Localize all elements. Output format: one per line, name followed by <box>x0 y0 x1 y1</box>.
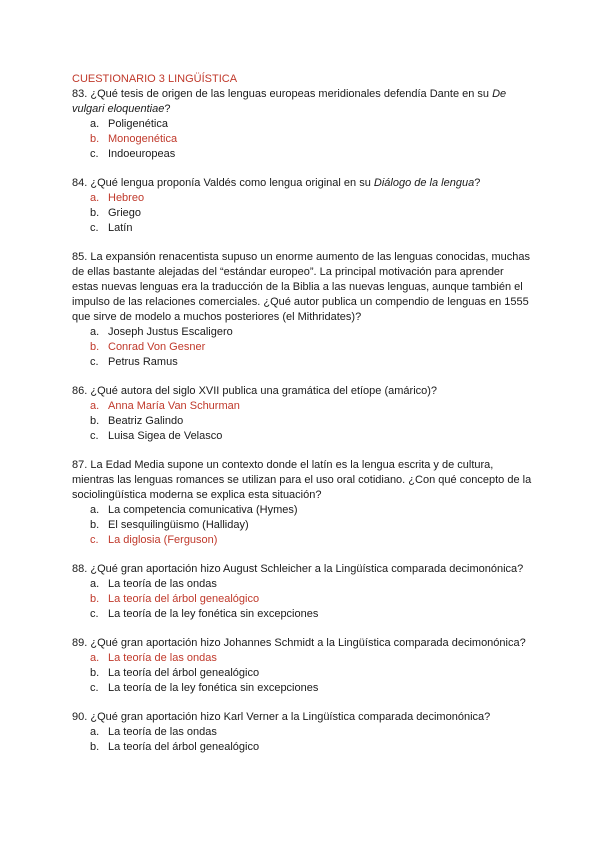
answer-option <box>72 117 532 132</box>
answer-option-correct <box>72 533 532 548</box>
option-text: Conrad Von Gesner <box>108 341 206 353</box>
option-text: Monogenética <box>108 133 178 145</box>
question-text-segment: ? <box>474 177 481 189</box>
option-letter: c. <box>90 430 99 442</box>
answer-options <box>72 117 532 162</box>
question-text <box>72 636 532 651</box>
answer-options <box>72 399 532 444</box>
option-text: La teoría de las ondas <box>108 726 217 738</box>
question-text-segment: ? <box>164 103 171 115</box>
option-text: La teoría del árbol genealógico <box>108 667 260 679</box>
option-letter: a. <box>90 578 100 590</box>
answer-options <box>72 325 532 370</box>
option-text: Luisa Sigea de Velasco <box>108 430 223 442</box>
option-letter: c. <box>90 222 99 234</box>
option-text: Hebreo <box>108 192 145 204</box>
option-text: La diglosia (Ferguson) <box>108 534 218 546</box>
option-text: Poligenética <box>108 118 168 130</box>
option-text: Beatriz Galindo <box>108 415 184 427</box>
option-letter: b. <box>90 593 100 605</box>
option-letter: c. <box>90 356 99 368</box>
answer-options <box>72 725 532 755</box>
answer-options <box>72 577 532 622</box>
option-letter: b. <box>90 133 100 145</box>
question-text <box>72 250 532 325</box>
answer-option <box>72 221 532 236</box>
answer-options <box>72 651 532 696</box>
question-text <box>72 710 532 725</box>
answer-option-correct <box>72 340 532 355</box>
question-list <box>72 87 532 755</box>
answer-option <box>72 147 532 162</box>
answer-option-correct <box>72 651 532 666</box>
question-block <box>72 176 532 236</box>
option-text: La teoría del árbol genealógico <box>108 593 260 605</box>
question-block <box>72 562 532 622</box>
option-text: Joseph Justus Escaligero <box>108 326 233 338</box>
answer-option <box>72 518 532 533</box>
answer-option <box>72 666 532 681</box>
answer-option <box>72 740 532 755</box>
option-text: La teoría de la ley fonética sin excepciones <box>108 682 319 694</box>
question-text-segment: 86. ¿Qué autora del siglo XVII publica una gramática del etíope (amárico)? <box>72 385 438 397</box>
question-text <box>72 458 532 503</box>
option-letter: b. <box>90 207 100 219</box>
question-block <box>72 458 532 548</box>
question-block <box>72 87 532 162</box>
option-text: Griego <box>108 207 142 219</box>
option-letter: c. <box>90 608 99 620</box>
answer-option <box>72 355 532 370</box>
answer-option-correct <box>72 592 532 607</box>
question-text <box>72 176 532 191</box>
option-text: Petrus Ramus <box>108 356 178 368</box>
answer-option <box>72 503 532 518</box>
answer-option <box>72 414 532 429</box>
option-letter: a. <box>90 400 100 412</box>
answer-option <box>72 725 532 740</box>
answer-option <box>72 607 532 622</box>
answer-option <box>72 681 532 696</box>
question-text-segment: 89. ¿Qué gran aportación hizo Johannes Schmidt a la Lingüística comparada decimonónica? <box>72 637 526 649</box>
answer-option <box>72 325 532 340</box>
document-title: CUESTIONARIO 3 LINGÜÍSTICA <box>72 73 238 85</box>
question-block <box>72 636 532 696</box>
option-text: La competencia comunicativa (Hymes) <box>108 504 298 516</box>
option-letter: c. <box>90 148 99 160</box>
question-title-italic: De vulgari eloquentiae <box>72 88 507 115</box>
option-text: La teoría de las ondas <box>108 652 217 664</box>
answer-option-correct <box>72 132 532 147</box>
option-letter: a. <box>90 192 100 204</box>
option-letter: b. <box>90 667 100 679</box>
question-block <box>72 710 532 755</box>
option-letter: a. <box>90 652 100 664</box>
question-text-segment: 84. ¿Qué lengua proponía Valdés como lengua original en su <box>72 177 374 189</box>
question-block <box>72 384 532 444</box>
question-text <box>72 384 532 399</box>
option-text: La teoría de la ley fonética sin excepciones <box>108 608 319 620</box>
option-text: Latín <box>108 222 133 234</box>
answer-option <box>72 206 532 221</box>
option-text: La teoría del árbol genealógico <box>108 741 260 753</box>
answer-option <box>72 429 532 444</box>
option-text: Anna María Van Schurman <box>108 400 240 412</box>
option-letter: a. <box>90 726 100 738</box>
answer-option <box>72 577 532 592</box>
answer-option-correct <box>72 191 532 206</box>
option-letter: b. <box>90 741 100 753</box>
question-text <box>72 87 532 117</box>
option-letter: b. <box>90 415 100 427</box>
document-page <box>72 72 532 769</box>
question-text-segment: 88. ¿Qué gran aportación hizo August Schleicher a la Lingüística comparada decimonónica? <box>72 563 524 575</box>
question-text-segment: 90. ¿Qué gran aportación hizo Karl Verner a la Lingüística comparada decimonónica? <box>72 711 491 723</box>
option-letter: b. <box>90 341 100 353</box>
option-letter: c. <box>90 682 99 694</box>
question-text-segment: 83. ¿Qué tesis de origen de las lenguas europeas meridionales defendía Dante en su <box>72 88 493 100</box>
option-text: Indoeuropeas <box>108 148 176 160</box>
answer-options <box>72 191 532 236</box>
option-letter: b. <box>90 519 100 531</box>
option-letter: a. <box>90 118 100 130</box>
option-letter: a. <box>90 504 100 516</box>
answer-option-correct <box>72 399 532 414</box>
question-text-segment: 85. La expansión renacentista supuso un enorme aumento de las lenguas conocidas, muchas de ellas bastante alejadas del “estándar europeo”. La principal motivación para aprender estas nuevas lenguas era la traducción de la Biblia a las nuevas lenguas, aunque también el impulso de las relaciones comerciales. ¿Qué autor publica un compendio de lenguas en 1555 que sirve de modelo a muchos posteriores (el Mithridates)? <box>72 251 531 323</box>
question-title-italic: Diálogo de la lengua <box>373 177 475 189</box>
question-text <box>72 562 532 577</box>
option-letter: a. <box>90 326 100 338</box>
option-letter: c. <box>90 534 99 546</box>
question-text-segment: 87. La Edad Media supone un contexto donde el latín es la lengua escrita y de cultura, mientras las lenguas romances se utilizan para el uso oral cotidiano. ¿Con qué concepto de la sociolingüística moderna se explica esta situación? <box>72 459 532 501</box>
option-text: El sesquilingüismo (Halliday) <box>108 519 249 531</box>
question-block <box>72 250 532 370</box>
option-text: La teoría de las ondas <box>108 578 217 590</box>
answer-options <box>72 503 532 548</box>
